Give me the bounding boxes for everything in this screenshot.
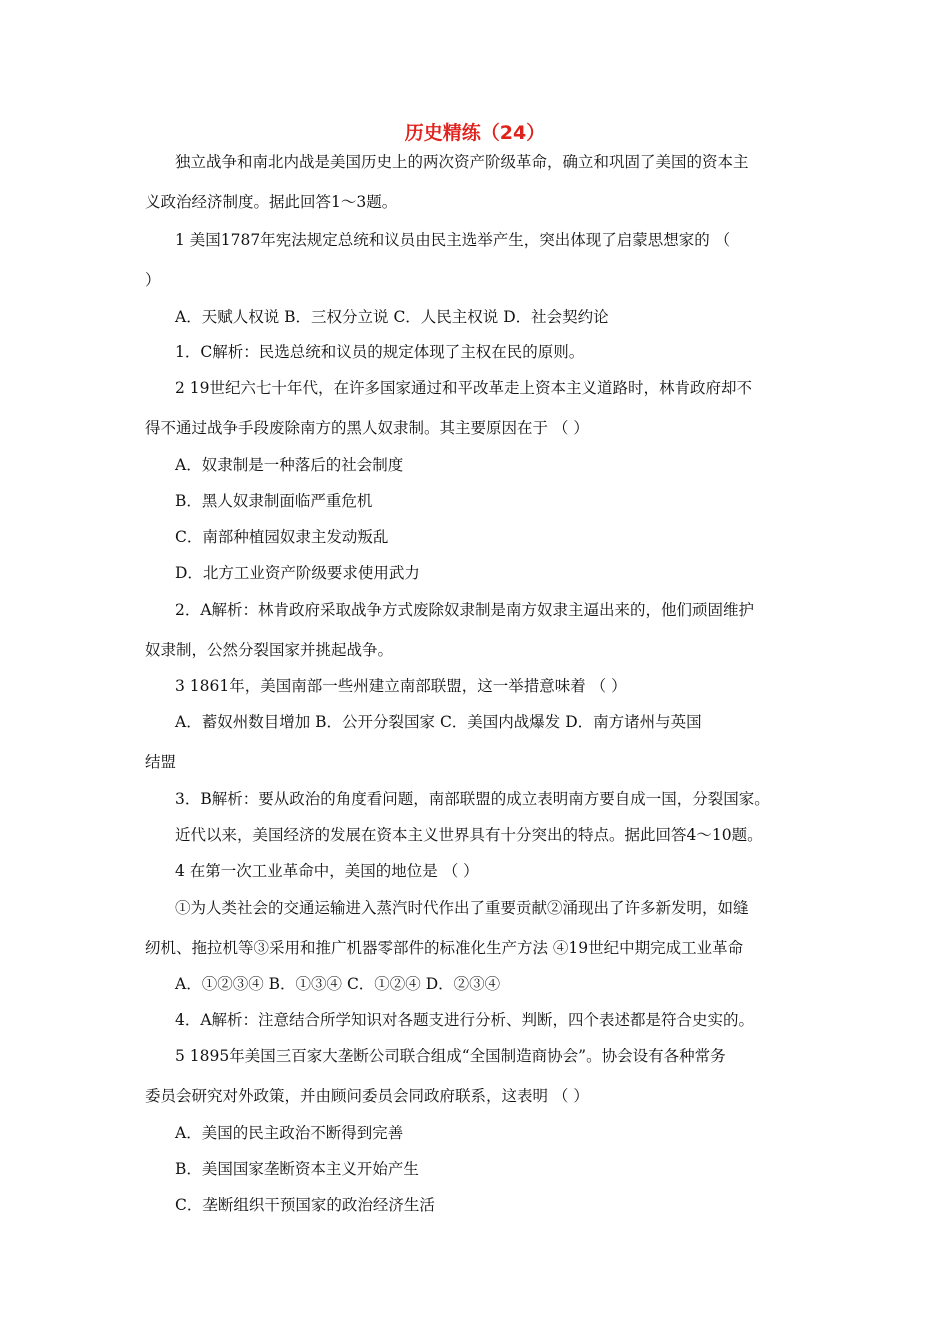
question-4-line-2: ①为人类社会的交通运输进入蒸汽时代作出了重要贡献②涌现出了许多新发明，如缝 bbox=[175, 899, 749, 917]
question-2-option-b: B．黑人奴隶制面临严重危机 bbox=[175, 492, 373, 510]
page-title: 历史精练（24） bbox=[404, 122, 546, 144]
question-2-option-d: D．北方工业资产阶级要求使用武力 bbox=[175, 564, 420, 582]
intro-2: 近代以来，美国经济的发展在资本主义世界具有十分突出的特点。据此回答4～10题。 bbox=[175, 826, 763, 844]
question-4-line-1: 4 在第一次工业革命中，美国的地位是 （ ） bbox=[175, 862, 479, 880]
question-2-option-a: A．奴隶制是一种落后的社会制度 bbox=[175, 456, 404, 474]
answer-2-line-1: 2．A解析：林肯政府采取战争方式废除奴隶制是南方奴隶主逼出来的，他们顽固维护 bbox=[175, 601, 755, 619]
question-1-options: A．天赋人权说 B．三权分立说 C．人民主权说 D．社会契约论 bbox=[175, 308, 609, 326]
question-5-option-a: A．美国的民主政治不断得到完善 bbox=[175, 1124, 404, 1142]
intro-line-2: 义政治经济制度。据此回答1～3题。 bbox=[145, 193, 398, 211]
question-3-line-1: 3 1861年，美国南部一些州建立南部联盟，这一举措意味着 （ ） bbox=[175, 677, 627, 695]
question-4-line-3: 纫机、拖拉机等③采用和推广机器零部件的标准化生产方法 ④19世纪中期完成工业革命 bbox=[145, 939, 744, 957]
question-2-option-c: C．南部种植园奴隶主发动叛乱 bbox=[175, 528, 389, 546]
question-4-options: A．①②③④ B．①③④ C．①②④ D．②③④ bbox=[175, 975, 501, 993]
answer-3: 3．B解析：要从政治的角度看问题，南部联盟的成立表明南方要自成一国，分裂国家。 bbox=[175, 790, 770, 808]
question-5-option-c: C．垄断组织干预国家的政治经济生活 bbox=[175, 1196, 435, 1214]
question-1-line-1: 1 美国1787年宪法规定总统和议员由民主选举产生，突出体现了启蒙思想家的 （ bbox=[175, 231, 731, 249]
question-5-line-2: 委员会研究对外政策，并由顾问委员会同政府联系，这表明 （ ） bbox=[145, 1087, 589, 1105]
question-1-line-2: ） bbox=[145, 271, 161, 289]
question-5-option-b: B．美国国家垄断资本主义开始产生 bbox=[175, 1160, 419, 1178]
question-2-line-1: 2 19世纪六七十年代，在许多国家通过和平改革走上资本主义道路时，林肯政府却不 bbox=[175, 379, 753, 397]
intro-line-1: 独立战争和南北内战是美国历史上的两次资产阶级革命，确立和巩固了美国的资本主 bbox=[175, 153, 749, 171]
question-3-options: A．蓄奴州数目增加 B．公开分裂国家 C．美国内战爆发 D．南方诸州与英国 bbox=[175, 713, 702, 731]
question-2-line-2: 得不通过战争手段废除南方的黑人奴隶制。其主要原因在于 （ ） bbox=[145, 419, 589, 437]
answer-4: 4．A解析：注意结合所学知识对各题支进行分析、判断，四个表述都是符合史实的。 bbox=[175, 1011, 755, 1029]
answer-2-line-2: 奴隶制，公然分裂国家并挑起战争。 bbox=[145, 641, 394, 659]
answer-1: 1．C解析：民选总统和议员的规定体现了主权在民的原则。 bbox=[175, 343, 585, 361]
question-5-line-1: 5 1895年美国三百家大垄断公司联合组成“全国制造商协会”。协会设有各种常务 bbox=[175, 1047, 726, 1065]
question-3-options-wrap: 结盟 bbox=[145, 753, 177, 771]
